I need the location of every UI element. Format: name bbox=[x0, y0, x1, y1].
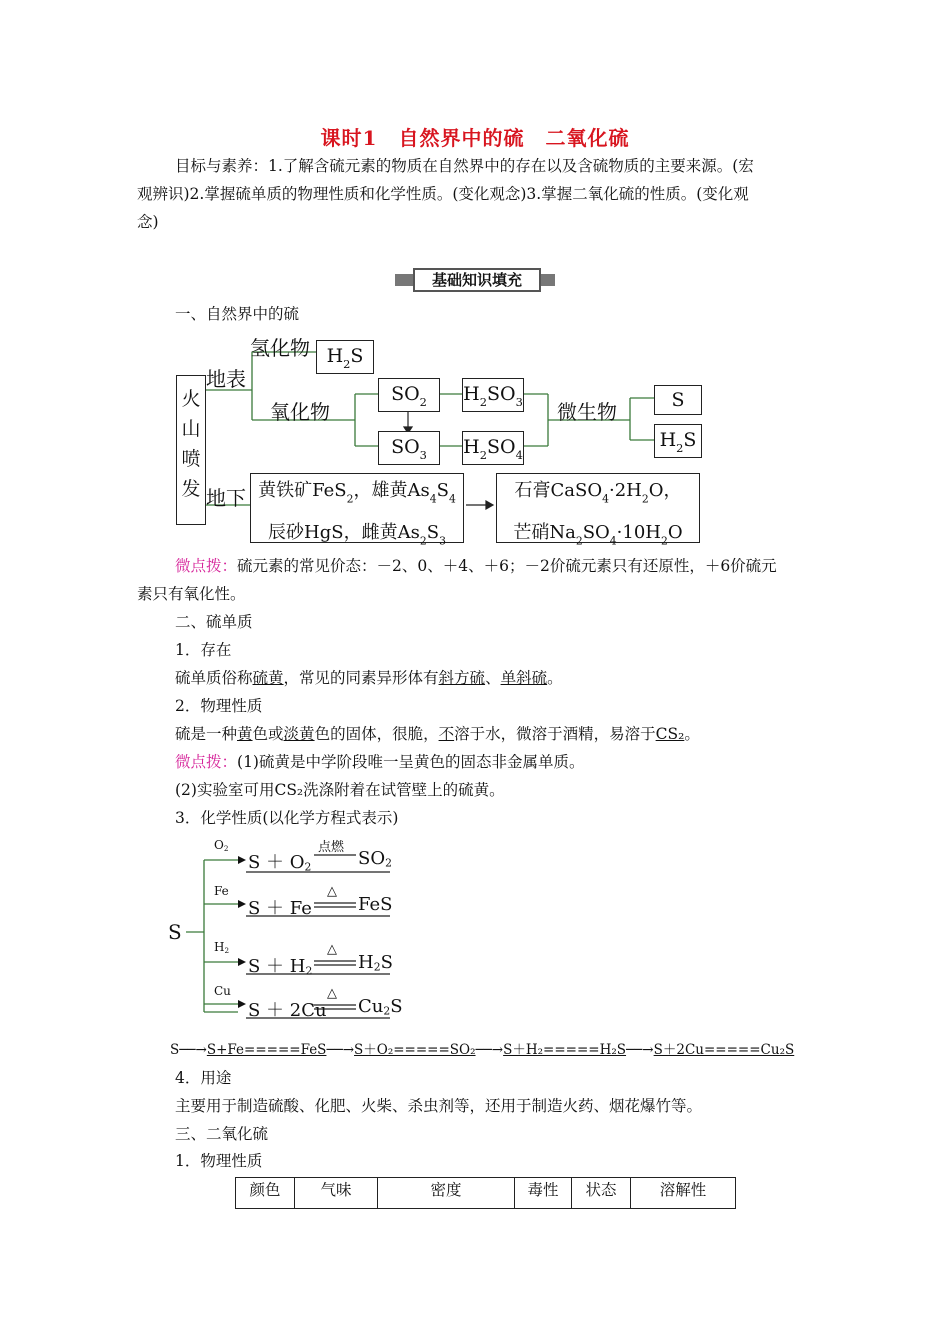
uses-text: 主要用于制造硫酸、化肥、火柴、杀虫剂等，还用于制造火药、烟花爆竹等。 bbox=[175, 1097, 703, 1115]
intro-line-3: 念) bbox=[137, 213, 159, 231]
physical-heading: 2．物理性质 bbox=[175, 697, 263, 715]
reagent-h2: $H_2$ bbox=[214, 940, 230, 955]
eq-2-left: S ＋ Fe bbox=[248, 898, 312, 919]
tip-2: 微点拨：(1)硫黄是中学阶段唯一呈黄色的固态非金属单质。 bbox=[175, 753, 585, 771]
table-header-cell: 毒性 bbox=[515, 1178, 572, 1209]
volcano-char-1: 火 bbox=[181, 388, 201, 410]
oxide-label: 氧化物 bbox=[270, 400, 330, 424]
h2s-box-top: $H_2S$ bbox=[316, 340, 374, 374]
tip-2-line-2: (2)实验室可用CS₂洗涤附着在试管壁上的硫黄。 bbox=[175, 781, 505, 799]
reaction-summary-line: S──→S+Fe=====FeS──→S＋O₂=====SO₂──→S＋H₂=====H₂S──→S＋2Cu=====Cu₂S bbox=[170, 1042, 795, 1058]
eq-2-condition: △ bbox=[327, 884, 337, 899]
h2s-box-bottom: $H_2S$ bbox=[654, 424, 702, 458]
banner-label: 基础知识填充 bbox=[413, 268, 541, 292]
eq-1-product: $SO_2$ bbox=[358, 848, 392, 870]
volcano-char-4: 发 bbox=[181, 478, 201, 500]
volcano-char-3: 喷 bbox=[181, 448, 201, 470]
section-banner bbox=[395, 268, 555, 292]
sulfur-nature-diagram bbox=[170, 330, 730, 550]
mineral-box: 黄铁矿FeS$_2$，雄黄$As_4S_4$ 辰砂HgS，雌黄$As_2S_3$ bbox=[250, 473, 464, 543]
table-header-cell: 溶解性 bbox=[631, 1178, 736, 1209]
section-3-heading: 三、二氧化硫 bbox=[175, 1125, 269, 1143]
underground-label: 地下 bbox=[206, 486, 246, 510]
so3-box: $SO_3$ bbox=[378, 431, 440, 465]
table-header-cell: 气味 bbox=[295, 1178, 378, 1209]
intro-line-1: 目标与素养：1.了解含硫元素的物质在自然界中的存在以及含硫物质的主要来源。(宏 bbox=[175, 157, 754, 175]
eq-3-product: $H_2S$ bbox=[358, 952, 393, 974]
table-header-cell: 密度 bbox=[378, 1178, 515, 1209]
eq-4-left: S ＋ 2Cu bbox=[248, 1000, 327, 1021]
chemical-heading: 3．化学性质(以化学方程式表示) bbox=[175, 809, 399, 827]
intro-line-2: 观辨识)2.掌握硫单质的物理性质和化学性质。(变化观念)3.掌握二氧化硫的性质。(变化观 bbox=[137, 185, 749, 203]
microbe-label: 微生物 bbox=[557, 400, 617, 424]
eq-1-left: $S + O_2$ bbox=[248, 852, 312, 874]
physical-text: 硫是一种黄色或淡黄色的固体，很脆，不溶于水，微溶于酒精，易溶于CS₂。 bbox=[175, 725, 700, 743]
eq-2-product: FeS bbox=[358, 894, 393, 915]
uses-heading: 4．用途 bbox=[175, 1069, 232, 1087]
section-2-heading: 二、硫单质 bbox=[175, 613, 253, 631]
so2-physical-heading: 1．物理性质 bbox=[175, 1152, 263, 1170]
so2-property-table bbox=[235, 1177, 736, 1209]
eq-4-condition: △ bbox=[327, 986, 337, 1001]
reaction-root-s: S bbox=[168, 920, 182, 944]
reagent-cu: Cu bbox=[214, 984, 231, 998]
s-box: S bbox=[654, 385, 702, 415]
hydride-label: 氢化物 bbox=[250, 336, 310, 360]
volcano-char-2: 山 bbox=[181, 418, 201, 440]
eq-4-product: $Cu_2S$ bbox=[358, 996, 403, 1018]
eq-3-left: $S + H_2$ bbox=[248, 956, 313, 978]
page-title: 课时1 自然界中的硫 二氧化硫 bbox=[320, 126, 630, 150]
reagent-fe: Fe bbox=[214, 884, 229, 898]
table-header-cell: 状态 bbox=[572, 1178, 631, 1209]
existence-text: 硫单质俗称硫黄，常见的同素异形体有斜方硫、单斜硫。 bbox=[175, 669, 563, 687]
existence-heading: 1．存在 bbox=[175, 641, 232, 659]
section-1-heading: 一、自然界中的硫 bbox=[175, 305, 300, 323]
eq-1-condition: 点燃 bbox=[318, 840, 345, 855]
so2-box: $SO_2$ bbox=[378, 378, 440, 412]
h2so3-box: $H_2SO_3$ bbox=[462, 378, 524, 412]
table-header-cell: 颜色 bbox=[236, 1178, 295, 1209]
reagent-o2: $O_2$ bbox=[214, 838, 229, 853]
sulfate-box: 石膏$CaSO_4\cdot 2H_2O$， 芒硝$Na_2SO_4\cdot 10H_2O$ bbox=[496, 473, 700, 543]
tip-1-cont: 素只有氧化性。 bbox=[137, 585, 246, 603]
surface-label: 地表 bbox=[206, 367, 246, 391]
tip-1: 微点拨：硫元素的常见价态：－2、0、＋4、＋6；－2价硫元素只有还原性，＋6价硫元 bbox=[175, 557, 777, 575]
reaction-tree bbox=[168, 832, 408, 1032]
eq-3-condition: △ bbox=[327, 942, 337, 957]
table-row bbox=[236, 1178, 736, 1209]
volcano-box bbox=[176, 375, 206, 525]
h2so4-box: $H_2SO_4$ bbox=[462, 431, 524, 465]
